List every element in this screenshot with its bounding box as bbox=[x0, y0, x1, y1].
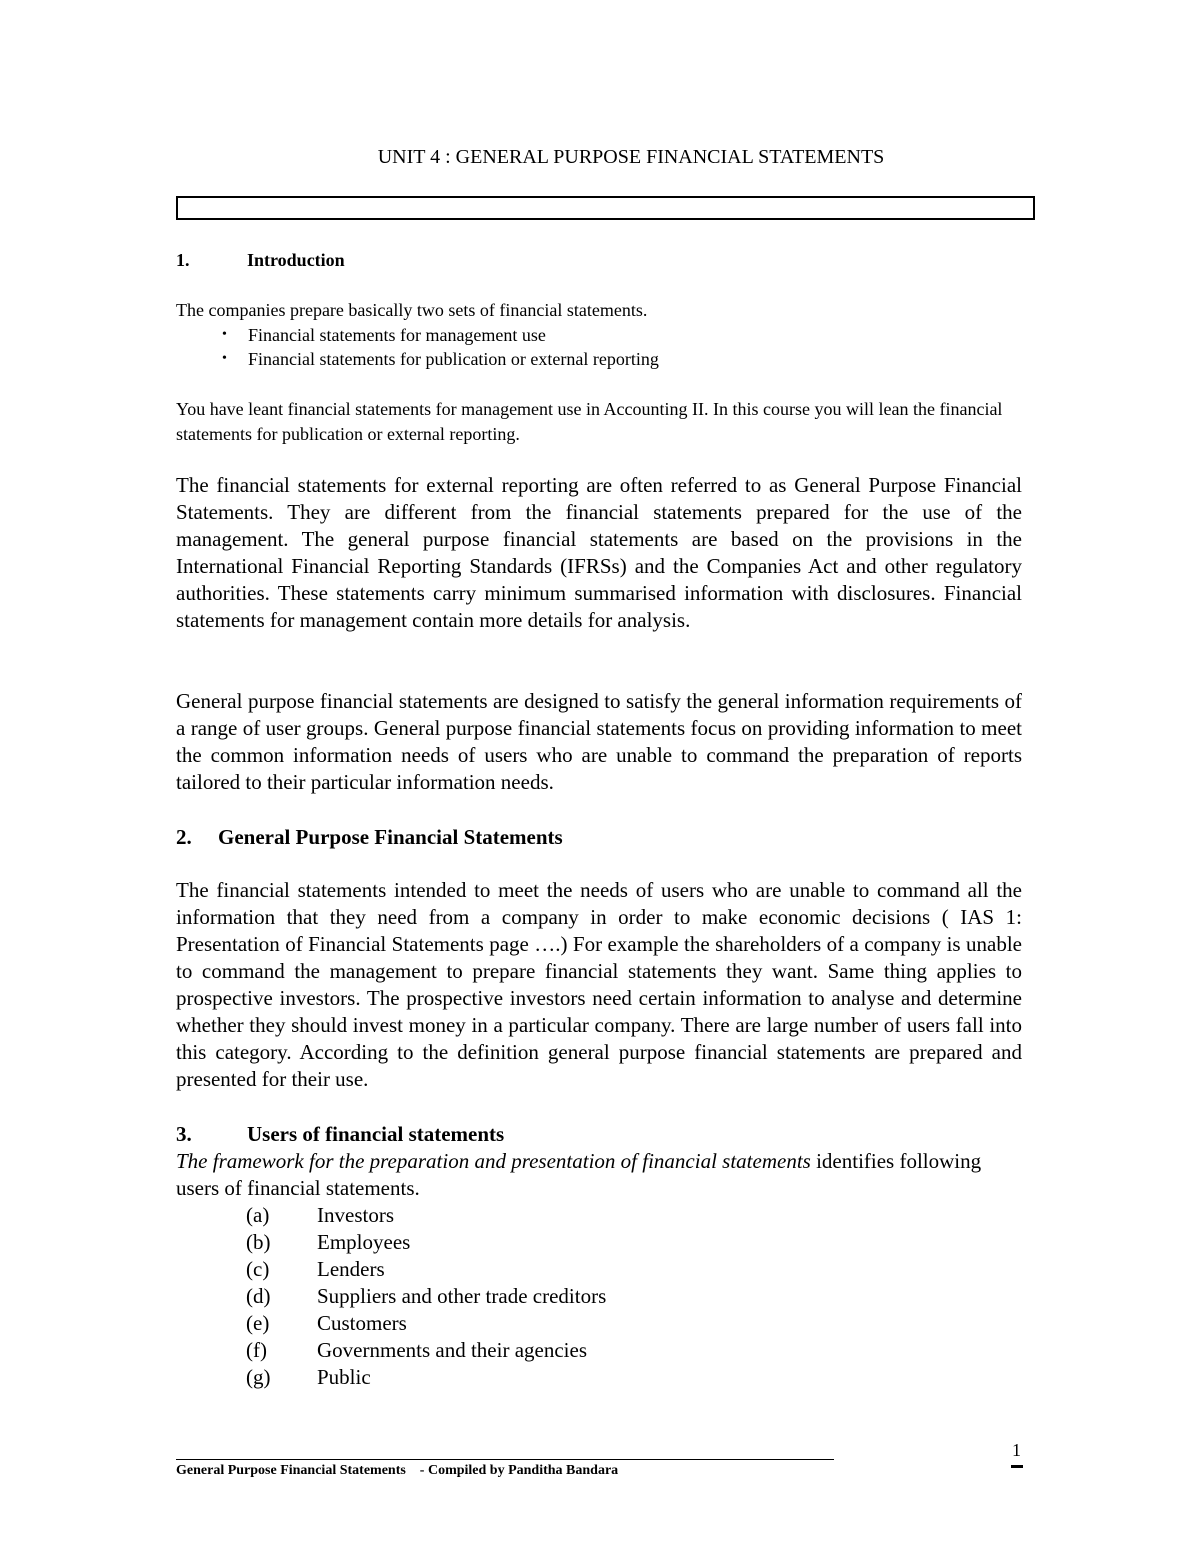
framework-paragraph bbox=[176, 1148, 1022, 1202]
footer-rule bbox=[176, 1459, 834, 1460]
list-item: (e) Customers bbox=[246, 1311, 407, 1335]
section-1-title: Introduction bbox=[247, 250, 345, 270]
bullet-icon: • bbox=[222, 351, 227, 366]
intro-paragraph-1: The financial statements for external reporting are often referred to as General Purpose Financial Statements. They are different from the financial statements prepared for the use of the management. The general purpose financial statements are based on the provisions in the International Financial Reporting Standards (IFRSs) and the Companies Act and other regulatory authorities. These statements carry minimum summarised information with disclosures. Financial statements for management contain more details for analysis. bbox=[176, 473, 1022, 632]
section-2-title: General Purpose Financial Statements bbox=[218, 825, 563, 849]
section-2-number: 2. bbox=[176, 825, 192, 849]
list-item: • Financial statements for management use bbox=[222, 325, 546, 345]
intro-lead: The companies prepare basically two sets of financial statements. bbox=[176, 300, 648, 320]
page-number: 1 bbox=[1012, 1440, 1021, 1460]
section-3-title: Users of financial statements bbox=[247, 1122, 505, 1146]
list-item: (c) Lenders bbox=[246, 1257, 385, 1281]
bullet-icon: • bbox=[222, 327, 227, 342]
list-item: (a) Investors bbox=[246, 1203, 394, 1227]
list-item: (d) Suppliers and other trade creditors bbox=[246, 1284, 607, 1308]
title-box bbox=[176, 196, 1035, 220]
footer-text: General Purpose Financial Statements - Compiled by Panditha Bandara bbox=[176, 1463, 619, 1478]
gpfs-paragraph: The financial statements intended to meet the needs of users who are unable to command all the information that they need from a company in order to make economic decisions ( IAS 1: Presentation of Financial Statements page ….) For example the shareholders of a company is unable to command the management to prepare financial statements they want. Same thing applies to prospective investors. The prospective investors need certain information to analyse and determine whether they should invest money in a particular company. There are large number of users fall into this category. According to the definition general purpose financial statements are prepared and presented for their use. bbox=[176, 878, 1022, 1091]
unit-title: UNIT 4 : GENERAL PURPOSE FINANCIAL STATEMENTS bbox=[377, 146, 885, 168]
intro-note: You have leant financial statements for management use in Accounting II. In this course you will lean the financial statements for publication or external reporting. bbox=[176, 399, 1003, 444]
list-item: (b) Employees bbox=[246, 1230, 411, 1254]
list-item: (g) Public bbox=[246, 1365, 371, 1389]
framework-title: The framework for the preparation and presentation of financial statements bbox=[176, 1149, 811, 1173]
list-item: • Financial statements for publication or external reporting bbox=[222, 349, 659, 369]
section-3-number: 3. bbox=[176, 1122, 192, 1146]
intro-bullet-list bbox=[222, 323, 659, 371]
section-1-number: 1. bbox=[176, 250, 190, 270]
list-item: (f) Governments and their agencies bbox=[246, 1338, 587, 1362]
users-list bbox=[246, 1202, 606, 1391]
page-number-underline bbox=[1011, 1465, 1023, 1468]
framework-rest: identifies following users of financial statements. bbox=[176, 1149, 982, 1200]
intro-paragraph-2: General purpose financial statements are designed to satisfy the general information requirements of a range of user groups. General purpose financial statements focus on providing information to meet the common information needs of users who are unable to command the preparation of reports tailored to their particular information needs. bbox=[176, 689, 1022, 794]
